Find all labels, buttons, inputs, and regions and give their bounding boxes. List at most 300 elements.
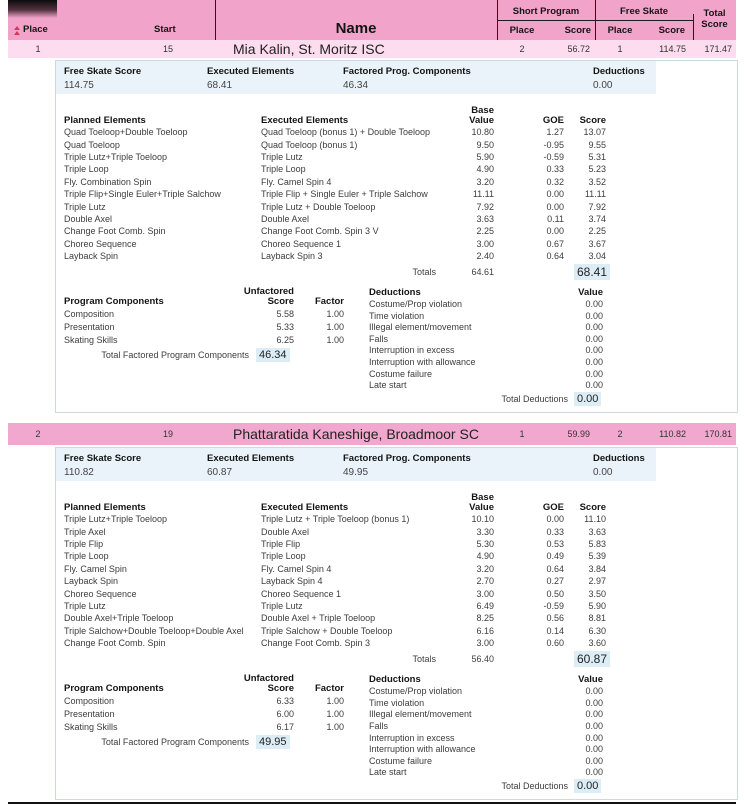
deduction-name: Interruption with allowance	[369, 357, 476, 368]
summary-deductions: Deductions 0.00	[593, 66, 645, 91]
deduction-name: Costume/Prop violation	[369, 686, 463, 697]
component-factor: 1.00	[326, 708, 344, 719]
element-planned: Triple Flip+Single Euler+Triple Salchow	[64, 189, 221, 200]
element-planned: Double Axel	[64, 213, 113, 224]
deduction-name: Illegal element/movement	[369, 322, 472, 333]
element-planned: Triple Lutz+Triple Toeloop	[64, 151, 167, 162]
short-program-underline	[497, 20, 595, 21]
element-row	[64, 200, 737, 212]
deductions-total-row	[369, 780, 603, 792]
program-components-table	[64, 287, 344, 405]
fs-score-cell: 114.75	[659, 44, 686, 54]
element-row	[64, 225, 737, 237]
element-row	[64, 176, 737, 188]
fs-score-cell: 110.82	[659, 429, 686, 440]
element-executed: Double Axel	[261, 526, 310, 537]
deduction-rows	[369, 298, 603, 391]
executed-elements-header: Executed Elements	[261, 115, 349, 126]
deduction-name: Time violation	[369, 697, 425, 708]
components-total-row	[64, 349, 344, 361]
summary-free-skate-score: Free Skate Score 110.82	[64, 453, 142, 479]
element-goe: -0.95	[543, 139, 564, 150]
element-row	[64, 575, 737, 587]
element-planned: Choreo Sequence	[64, 588, 137, 599]
element-score: 5.23	[588, 164, 606, 175]
totals-score: 60.87	[574, 651, 610, 667]
component-row	[64, 333, 344, 346]
totals-label: Totals	[412, 654, 436, 665]
totals-base-value: 56.40	[471, 654, 494, 665]
element-goe: 0.60	[546, 638, 564, 649]
factor-header: Factor	[314, 683, 344, 695]
sp-place-cell: 2	[519, 44, 525, 54]
component-score: 5.58	[276, 308, 294, 319]
element-executed: Triple Flip	[261, 539, 301, 550]
element-base-value: 8.25	[476, 613, 494, 624]
element-row	[64, 213, 737, 225]
summary-executed-elements: Executed Elements 60.87	[207, 453, 295, 479]
deduction-name: Costume/Prop violation	[369, 299, 463, 310]
element-base-value: 6.16	[476, 625, 494, 636]
elements-rows	[64, 126, 737, 262]
deduction-row	[369, 368, 603, 380]
deductions-header	[369, 287, 603, 298]
element-goe: 0.11	[547, 213, 564, 224]
component-row	[64, 720, 344, 733]
component-name: Presentation	[64, 708, 115, 719]
element-executed: Triple Lutz + Double Toeloop	[261, 201, 376, 212]
element-score: 3.60	[588, 638, 606, 649]
element-row	[64, 151, 737, 163]
deduction-name: Interruption in excess	[369, 345, 455, 356]
element-planned: Quad Toeloop	[64, 139, 120, 150]
element-score: 11.10	[584, 514, 606, 525]
deduction-name: Illegal element/movement	[369, 709, 472, 720]
deduction-row	[369, 755, 603, 767]
element-goe: 0.33	[546, 526, 564, 537]
element-executed: Double Axel + Triple Toeloop	[261, 613, 376, 624]
deduction-name: Falls	[369, 720, 389, 731]
element-score: 3.67	[588, 238, 606, 249]
component-name: Skating Skills	[64, 721, 118, 732]
element-score: 3.50	[588, 588, 606, 599]
element-executed: Change Foot Comb. Spin 3 V	[261, 226, 379, 237]
element-executed: Choreo Sequence 1	[261, 588, 342, 599]
header-sp-place[interactable]: Place	[509, 25, 535, 36]
element-score: 2.25	[588, 226, 606, 237]
element-score: 3.04	[588, 251, 606, 262]
deduction-value: 0.00	[585, 380, 603, 391]
header-start[interactable]: Start	[154, 24, 176, 35]
element-executed: Fly. Camel Spin 4	[261, 176, 332, 187]
component-name: Composition	[64, 308, 115, 319]
element-row	[64, 188, 737, 200]
element-goe: -0.59	[543, 600, 564, 611]
deductions-label: Deductions	[369, 674, 421, 686]
summary-executed-elements: Executed Elements 68.41	[207, 66, 295, 91]
free-skate-underline	[595, 20, 693, 21]
element-executed: Triple Loop	[261, 551, 306, 562]
element-planned: Triple Flip	[64, 539, 104, 550]
deduction-row	[369, 732, 603, 744]
element-row	[64, 238, 737, 250]
element-planned: Triple Loop	[64, 551, 109, 562]
element-executed: Quad Toeloop (bonus 1)	[261, 139, 358, 150]
score-header: Score	[579, 502, 606, 514]
sp-score-cell: 56.72	[567, 44, 590, 54]
element-executed: Triple Loop	[261, 164, 306, 175]
program-components-header	[64, 674, 344, 694]
deduction-row	[369, 310, 603, 322]
element-planned: Fly. Camel Spin	[64, 563, 127, 574]
element-base-value: 2.40	[476, 251, 494, 262]
element-row	[64, 538, 737, 550]
element-goe: 1.27	[546, 127, 564, 138]
element-score: 5.83	[588, 539, 606, 550]
components-total-value: 49.95	[256, 735, 290, 749]
element-score: 3.74	[588, 213, 606, 224]
header-divider	[693, 14, 694, 40]
element-score: 5.39	[588, 551, 606, 562]
program-components-label: Program Components	[64, 683, 164, 695]
deduction-name: Costume failure	[369, 755, 433, 766]
skater-name[interactable]: Phattaratida Kaneshige, Broadmoor SC	[233, 426, 479, 443]
element-score: 5.90	[588, 600, 606, 611]
element-planned: Fly. Combination Spin	[64, 176, 152, 187]
element-goe: 0.64	[546, 251, 564, 262]
deduction-value: 0.00	[585, 322, 603, 333]
total-score-cell: 171.47	[704, 44, 732, 54]
summary-deductions: Deductions 0.00	[593, 453, 645, 479]
base-value-header: Base Value	[469, 492, 494, 514]
element-goe: 0.53	[546, 539, 564, 550]
deductions-table	[369, 674, 603, 792]
header-place-label: Place	[23, 24, 48, 35]
header-name[interactable]: Name	[335, 20, 377, 37]
element-row	[64, 550, 737, 562]
element-planned: Change Foot Comb. Spin	[64, 226, 166, 237]
element-executed: Quad Toeloop (bonus 1) + Double Toeloop	[261, 127, 431, 138]
skater-name[interactable]: Mia Kalin, St. Moritz ISC	[233, 41, 385, 57]
deduction-value: 0.00	[585, 732, 603, 743]
element-row	[64, 525, 737, 537]
element-goe: 0.67	[546, 238, 564, 249]
deductions-total-label: Total Deductions	[501, 781, 568, 792]
header-short-program: Short Program	[512, 6, 580, 17]
element-planned: Triple Lutz+Triple Toeloop	[64, 514, 167, 525]
deduction-row	[369, 345, 603, 357]
element-row	[64, 637, 737, 649]
element-base-value: 3.63	[476, 213, 494, 224]
fs-place-cell: 2	[617, 429, 623, 440]
element-base-value: 4.90	[476, 164, 494, 175]
element-goe: 0.00	[546, 514, 564, 525]
deduction-value: 0.00	[585, 368, 603, 379]
element-planned: Triple Axel	[64, 526, 106, 537]
element-score: 5.31	[588, 151, 606, 162]
totals-base-value: 64.61	[471, 267, 494, 278]
header-place[interactable]	[14, 24, 48, 35]
elements-totals-row	[64, 265, 737, 279]
element-executed: Triple Lutz + Triple Toeloop (bonus 1)	[261, 514, 410, 525]
component-name: Composition	[64, 695, 115, 706]
element-base-value: 3.30	[476, 526, 494, 537]
element-base-value: 3.00	[476, 238, 494, 249]
table-header	[8, 0, 736, 40]
program-components-table	[64, 674, 344, 792]
deductions-header	[369, 674, 603, 685]
element-goe: 0.64	[546, 563, 564, 574]
element-planned: Double Axel+Triple Toeloop	[64, 613, 174, 624]
skater-row-1[interactable]	[8, 40, 736, 58]
deductions-value-header: Value	[578, 674, 603, 686]
element-score: 9.55	[588, 139, 606, 150]
deduction-row	[369, 697, 603, 709]
element-planned: Change Foot Comb. Spin	[64, 638, 166, 649]
element-planned: Quad Toeloop+Double Toeloop	[64, 127, 188, 138]
elements-table-header	[64, 493, 737, 513]
component-factor: 1.00	[326, 334, 344, 345]
elements-table-header	[64, 106, 737, 126]
element-planned: Layback Spin	[64, 251, 119, 262]
element-goe: -0.59	[543, 151, 564, 162]
element-executed: Triple Salchow + Double Toeloop	[261, 625, 393, 636]
element-row	[64, 612, 737, 624]
deduction-name: Late start	[369, 380, 407, 391]
element-row	[64, 126, 737, 138]
unfactored-score-header: Unfactored Score	[243, 286, 294, 308]
place-cell: 1	[35, 44, 41, 54]
element-row	[64, 513, 737, 525]
deduction-rows	[369, 685, 603, 778]
summary-free-skate-score: Free Skate Score 114.75	[64, 66, 142, 91]
deductions-total-label: Total Deductions	[501, 394, 568, 405]
element-goe: 0.00	[546, 201, 564, 212]
summary-factored-components: Factored Prog. Components 46.34	[343, 66, 471, 91]
deduction-name: Interruption with allowance	[369, 744, 476, 755]
component-rows	[64, 307, 344, 346]
planned-elements-header: Planned Elements	[64, 502, 146, 514]
element-row	[64, 600, 737, 612]
factor-header: Factor	[314, 296, 344, 308]
deductions-value-header: Value	[578, 287, 603, 299]
element-base-value: 5.90	[476, 151, 494, 162]
fs-place-cell: 1	[617, 44, 623, 54]
element-row	[64, 625, 737, 637]
component-factor: 1.00	[326, 308, 344, 319]
deduction-value: 0.00	[585, 310, 603, 321]
results-table	[8, 0, 736, 804]
sp-score-cell: 59.99	[567, 429, 590, 440]
element-goe: 0.33	[546, 164, 564, 175]
element-row	[64, 587, 737, 599]
element-executed: Layback Spin 3	[261, 251, 323, 262]
element-goe: 0.00	[546, 226, 564, 237]
deduction-name: Costume failure	[369, 368, 433, 379]
component-row	[64, 320, 344, 333]
elements-table	[64, 493, 737, 666]
deduction-row	[369, 321, 603, 333]
element-base-value: 5.30	[476, 539, 494, 550]
program-components-header	[64, 287, 344, 307]
element-base-value: 10.10	[471, 514, 494, 525]
element-planned: Triple Loop	[64, 164, 109, 175]
deduction-row	[369, 298, 603, 310]
deduction-value: 0.00	[585, 755, 603, 766]
components-total-label: Total Factored Program Components	[101, 350, 249, 361]
element-base-value: 9.50	[476, 139, 494, 150]
deduction-name: Late start	[369, 767, 407, 778]
element-base-value: 4.90	[476, 551, 494, 562]
sp-place-cell: 1	[519, 429, 525, 440]
skater-row-2[interactable]	[8, 423, 736, 445]
component-factor: 1.00	[326, 321, 344, 332]
components-total-value: 46.34	[256, 348, 290, 362]
summary-factored-components: Factored Prog. Components 49.95	[343, 453, 471, 479]
element-planned: Triple Salchow+Double Toeloop+Double Axel	[64, 625, 244, 636]
element-goe: 0.14	[546, 625, 564, 636]
components-total-row	[64, 736, 344, 748]
deduction-row	[369, 356, 603, 368]
component-factor: 1.00	[326, 695, 344, 706]
element-goe: 0.32	[546, 176, 564, 187]
deductions-total-row	[369, 393, 603, 405]
element-score: 11.11	[584, 189, 606, 200]
element-base-value: 3.20	[476, 563, 494, 574]
planned-elements-header: Planned Elements	[64, 115, 146, 126]
element-score: 3.52	[588, 176, 606, 187]
element-goe: 0.56	[546, 613, 564, 624]
element-executed: Triple Lutz	[261, 151, 303, 162]
deduction-value: 0.00	[585, 345, 603, 356]
element-score: 2.97	[588, 576, 606, 587]
header-free-skate: Free Skate	[619, 6, 669, 17]
header-total-score[interactable]: Total Score	[701, 8, 728, 30]
component-factor: 1.00	[326, 721, 344, 732]
header-divider	[595, 0, 596, 40]
element-score: 13.07	[583, 127, 606, 138]
component-rows	[64, 694, 344, 733]
element-score: 8.81	[588, 613, 606, 624]
deduction-value: 0.00	[585, 686, 603, 697]
header-fs-place[interactable]: Place	[607, 25, 633, 36]
score-summary-bar	[56, 61, 656, 94]
elements-totals-row	[64, 652, 737, 666]
program-components-label: Program Components	[64, 296, 164, 308]
element-base-value: 11.11	[472, 189, 494, 200]
elements-table	[64, 106, 737, 279]
header-divider	[497, 0, 498, 40]
element-executed: Layback Spin 4	[261, 576, 323, 587]
element-planned: Layback Spin	[64, 576, 119, 587]
place-cell: 2	[35, 429, 41, 440]
deduction-value: 0.00	[585, 333, 603, 344]
deduction-row	[369, 743, 603, 755]
deductions-table	[369, 287, 603, 405]
element-score: 7.92	[588, 201, 606, 212]
deduction-row	[369, 333, 603, 345]
header-divider	[215, 0, 216, 40]
goe-header: GOE	[542, 502, 564, 514]
element-goe: 0.50	[546, 588, 564, 599]
deductions-label: Deductions	[369, 287, 421, 299]
totals-label: Totals	[412, 267, 436, 278]
element-base-value: 2.25	[476, 226, 494, 237]
deduction-value: 0.00	[585, 299, 603, 310]
element-score: 3.84	[588, 563, 606, 574]
header-fs-score[interactable]: Score	[658, 25, 685, 36]
deduction-value: 0.00	[585, 357, 603, 368]
element-executed: Fly. Camel Spin 4	[261, 563, 332, 574]
sort-ascending-icon[interactable]	[14, 25, 20, 35]
skater-2-detail-panel	[55, 447, 738, 800]
element-planned: Triple Lutz	[64, 201, 106, 212]
deduction-value: 0.00	[585, 720, 603, 731]
deduction-name: Time violation	[369, 310, 425, 321]
deduction-row	[369, 720, 603, 732]
element-base-value: 10.80	[471, 127, 494, 138]
element-base-value: 2.70	[476, 576, 494, 587]
deduction-name: Interruption in excess	[369, 732, 455, 743]
deductions-total-value: 0.00	[574, 392, 601, 406]
element-executed: Change Foot Comb. Spin 3	[261, 638, 371, 649]
element-planned: Triple Lutz	[64, 600, 106, 611]
element-goe: 0.49	[546, 551, 564, 562]
element-row	[64, 250, 737, 262]
start-cell: 15	[162, 44, 173, 54]
component-score: 6.00	[276, 708, 294, 719]
element-executed: Triple Flip + Single Euler + Triple Salchow	[261, 189, 428, 200]
element-goe: 0.00	[546, 189, 564, 200]
element-row	[64, 563, 737, 575]
element-base-value: 3.00	[476, 588, 494, 599]
element-planned: Choreo Sequence	[64, 238, 137, 249]
deduction-name: Falls	[369, 333, 389, 344]
element-score: 6.30	[588, 625, 606, 636]
components-total-label: Total Factored Program Components	[101, 737, 249, 748]
executed-elements-header: Executed Elements	[261, 502, 349, 514]
deduction-row	[369, 709, 603, 721]
element-base-value: 3.20	[476, 176, 494, 187]
component-score: 6.33	[276, 695, 294, 706]
component-score: 6.25	[276, 334, 294, 345]
component-name: Presentation	[64, 321, 115, 332]
deduction-row	[369, 685, 603, 697]
deduction-row	[369, 379, 603, 391]
table-bottom-border	[8, 802, 736, 804]
component-row	[64, 307, 344, 320]
element-goe: 0.27	[546, 576, 564, 587]
deductions-total-value: 0.00	[574, 779, 601, 793]
total-score-cell: 170.81	[704, 429, 732, 440]
elements-rows	[64, 513, 737, 649]
element-row	[64, 163, 737, 175]
deduction-value: 0.00	[585, 744, 603, 755]
component-row	[64, 707, 344, 720]
element-base-value: 7.92	[476, 201, 494, 212]
element-score: 3.63	[588, 526, 606, 537]
goe-header: GOE	[542, 115, 564, 126]
deduction-value: 0.00	[585, 767, 603, 778]
skater-1-detail-panel	[55, 60, 738, 413]
component-score: 6.17	[276, 721, 294, 732]
deduction-row	[369, 767, 603, 779]
unfactored-score-header: Unfactored Score	[243, 673, 294, 695]
base-value-header: Base Value	[469, 105, 494, 126]
totals-score: 68.41	[574, 264, 610, 280]
score-header: Score	[579, 115, 606, 126]
header-sp-score[interactable]: Score	[564, 25, 591, 36]
